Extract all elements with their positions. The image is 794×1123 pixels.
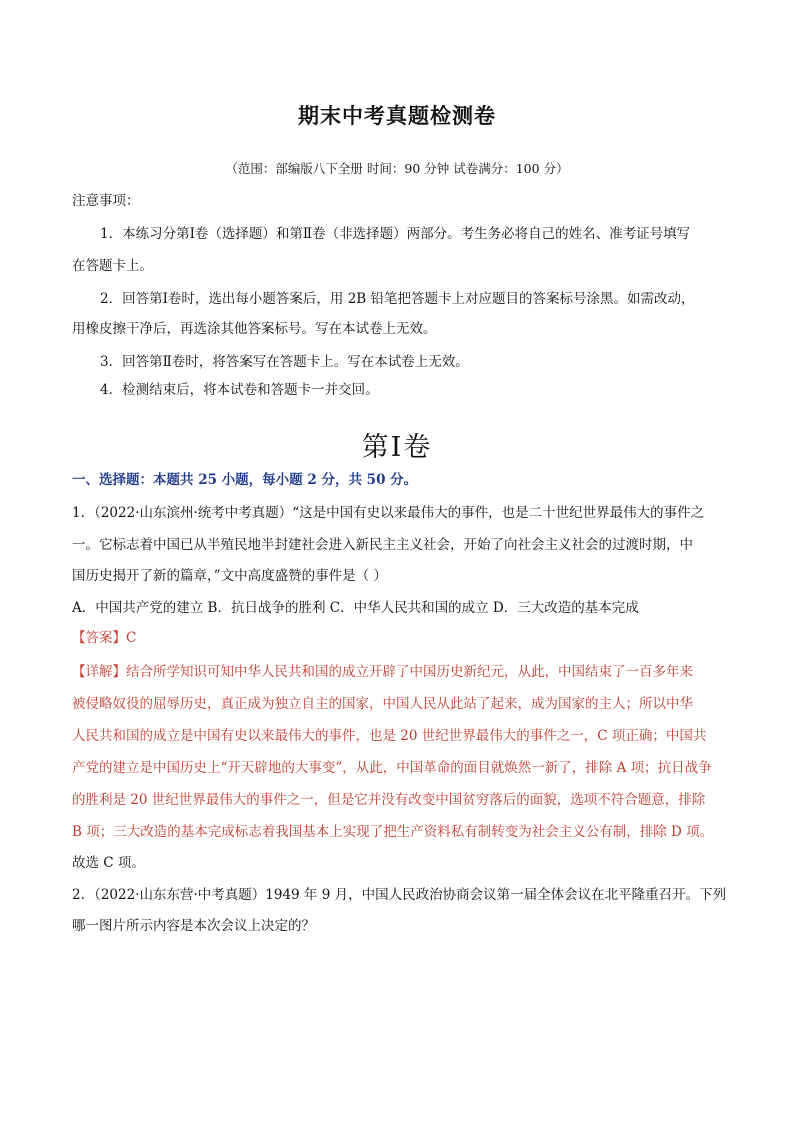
notice-item: 4．检测结束后，将本试卷和答题卡一并交回。 bbox=[100, 382, 379, 398]
detail-line bbox=[72, 662, 732, 682]
detail-line: 的胜利是 20 世纪世界最伟大的事件之一，但是它并没有改变中国贫穷落后的面貌，选项不符合题意，排除 bbox=[72, 792, 706, 808]
notice-item: 3．回答第Ⅱ卷时，将答案写在答题卡上。写在本试卷上无效。 bbox=[100, 354, 469, 370]
notice-item: 在答题卡上。 bbox=[72, 258, 153, 274]
question-2-line: 2．（2022·山东东营·中考真题）1949 年 9 月，中国人民政治协商会议第一届全体会议在北平隆重召开。下列 bbox=[72, 887, 727, 903]
part-header: 一、选择题：本题共 25 小题，每小题 2 分，共 50 分。 bbox=[72, 472, 418, 488]
question-1-line: 1．（2022·山东滨州·统考中考真题）“这是中国有史以来最伟大的事件，也是二十世纪世界最伟大的事件之 bbox=[72, 505, 705, 521]
notice-heading: 注意事项： bbox=[72, 193, 140, 209]
question-1-line: 国历史揭开了新的篇章，”文中高度盛赞的事件是（ ） bbox=[72, 568, 387, 584]
detail-line: B 项；三大改造的基本完成标志着我国基本上实现了把生产资料私有制转变为社会主义公有制，排除 D 项。 bbox=[72, 824, 714, 840]
answer-label: 【答案】 bbox=[72, 630, 126, 646]
question-2-line: 哪一图片所示内容是本次会议上决定的？ bbox=[72, 918, 315, 934]
detail-line: 被侵略奴役的屈辱历史，真正成为独立自主的国家，中国人民从此站了起来，成为国家的主人；所以中华 bbox=[72, 696, 693, 712]
notice-item: 1．本练习分第Ⅰ卷（选择题）和第Ⅱ卷（非选择题）两部分。考生务必将自己的姓名、准考证号填写 bbox=[100, 226, 691, 242]
detail-line: 产党的建立是中国历史上“开天辟地的大事变”，从此，中国革命的面目就焕然一新了，排除 A 项；抗日战争 bbox=[72, 760, 712, 776]
detail-line: 故选 C 项。 bbox=[72, 855, 145, 871]
notice-item: 用橡皮擦干净后，再选涂其他答案标号。写在本试卷上无效。 bbox=[72, 321, 437, 337]
question-1-options: A．中国共产党的建立 B．抗日战争的胜利 C．中华人民共和国的成立 D．三大改造的基本完成 bbox=[72, 600, 639, 616]
answer-value: C bbox=[126, 630, 137, 646]
detail-label: 【详解】 bbox=[72, 664, 126, 680]
notice-item: 2．回答第Ⅰ卷时，选出每小题答案后，用 2B 铅笔把答题卡上对应题目的答案标号涂黑。如需改动， bbox=[100, 291, 695, 307]
detail-line: 人民共和国的成立是中国有史以来最伟大的事件，也是 20 世纪世界最伟大的事件之一，C 项正确；中国共 bbox=[72, 728, 707, 744]
section-title: 第Ⅰ卷 bbox=[361, 432, 433, 463]
exam-scope: （范围：部编版八下全册 时间：90 分钟 试卷满分：100 分） bbox=[225, 161, 569, 176]
detail-text: 结合所学知识可知中华人民共和国的成立开辟了中国历史新纪元，从此，中国结束了一百多年来 bbox=[126, 664, 693, 680]
question-1-line: 一。它标志着中国已从半殖民地半封建社会进入新民主主义社会，开始了向社会主义社会的过渡时期，中 bbox=[72, 537, 693, 553]
answer-row bbox=[72, 628, 732, 648]
page-title: 期末中考真题检测卷 bbox=[298, 104, 496, 128]
